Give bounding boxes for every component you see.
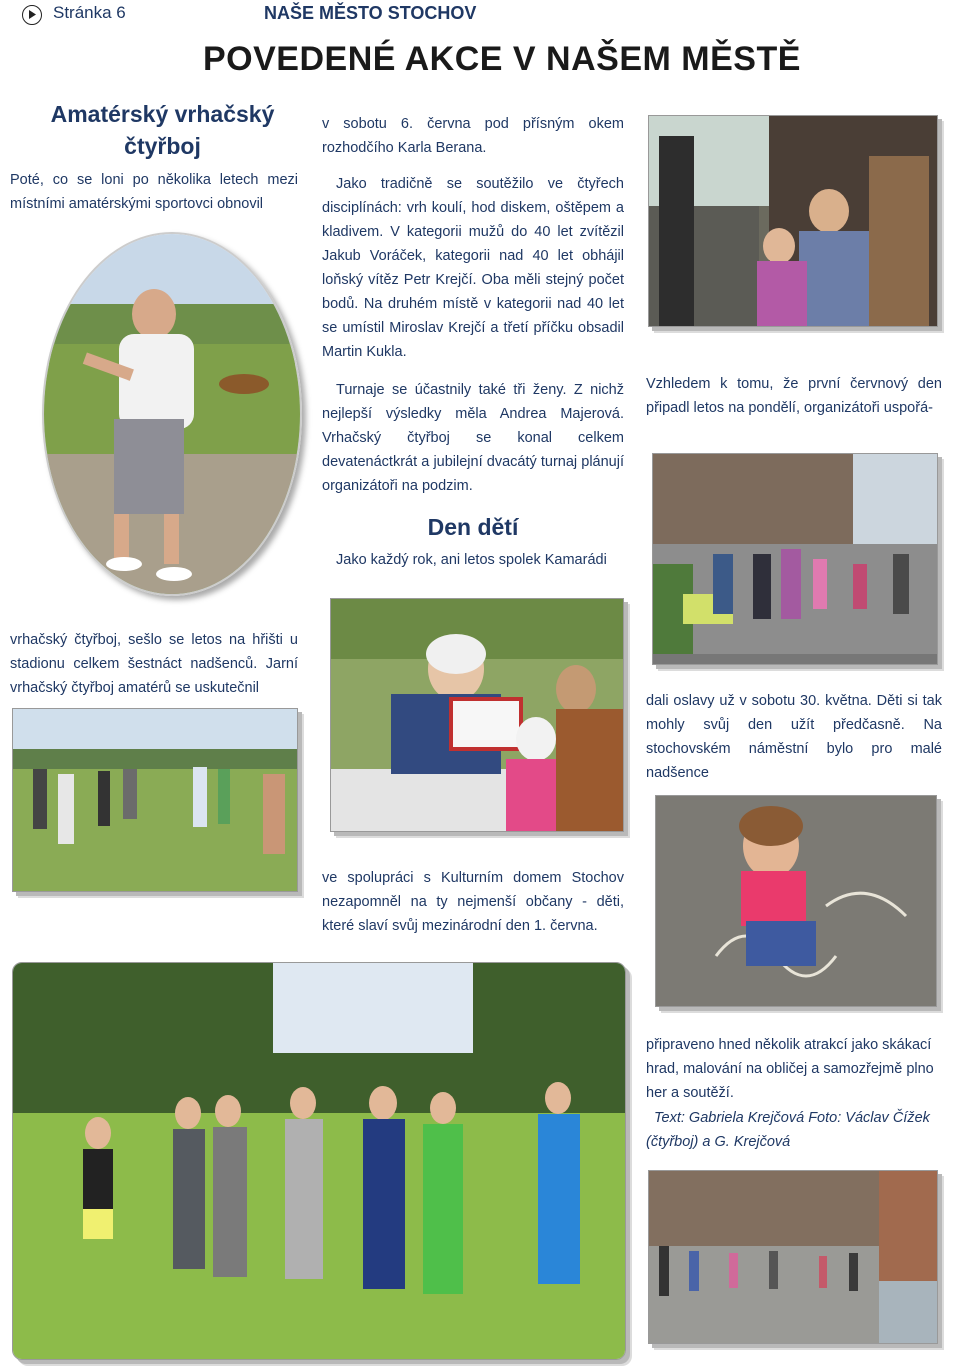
article2-heading: Den dětí — [427, 514, 519, 540]
article1-continued: vrhačský čtyřboj, sešlo se letos na hřišti u stadionu celkem šestnáct nadšenců. Jarní vrhačský čtyřboj amatérů se uskutečnil — [10, 632, 298, 696]
article2-p2: ve spolupráci s Kulturním domem Stochov nezapomněl na ty nejmenší občany - děti, které slaví svůj mezinárodní den 1. června. — [322, 870, 624, 934]
credits: Text: Gabriela Krejčová Foto: Václav Čížek (čtyřboj) a G. Krejčová — [646, 1110, 930, 1150]
article2-p1: Jako každý rok, ani letos spolek Kamarádi — [336, 552, 607, 568]
article1-col2-p3: Turnaje se účastnily také tři ženy. Z nichž nejlepší výsledky měla Andrea Majerová. Vrhačský čtyřboj se konal celkem devatenáctkrát a jubilejní dvacátý turnaj plánují organizátoři na podzim. — [322, 382, 624, 494]
field-group-photo — [12, 708, 298, 892]
town-square-photo — [648, 1170, 938, 1344]
page-title: POVEDENÉ AKCE V NAŠEM MĚSTĚ — [203, 40, 801, 78]
article2-col3-p2: dali oslavy už v sobotu 30. května. Děti si tak mohly svůj den užít předčasně. Na stochovském náměstní bylo pro malé nadšence — [646, 693, 942, 781]
article2-col3-p3: připraveno hned několik atrakcí jako skákací hrad, malování na obličej a samozřejmě plno her a soutěží. — [646, 1037, 934, 1101]
face-painting-photo — [648, 115, 938, 327]
article2-col3-p1: Vzhledem k tomu, že první červnový den připadl letos na pondělí, organizátoři uspořá- — [646, 376, 942, 416]
article1-col2-p2: Jako tradičně se soutěžilo ve čtyřech disciplínách: vrh koulí, hod diskem, oštěpem a kladivem. V kategorii mužů do 40 let zvítězil Jakub Voráček, kategorii nad 40 let obhájil loňský vítěz Petr Krejčí. Oba měli stejný počet bodů. Na druhém místě v kategorii nad 40 let se umístil Miroslav Krejčí a třetí příčku obsadil Martin Kukla. — [322, 176, 624, 360]
contestants-group-photo — [12, 962, 626, 1360]
registration-table-photo — [330, 598, 624, 832]
article1-col2-p1: v sobotu 6. června pod přísným okem rozhodčího Karla Berana. — [322, 116, 624, 156]
page-label: Stránka 6 — [53, 3, 126, 22]
discus-thrower-photo — [42, 232, 302, 596]
article1-heading-line2: čtyřboj — [124, 133, 201, 159]
article1-intro: Poté, co se loni po několika letech mezi místními amatérskými sportovci obnovil — [10, 172, 298, 212]
page-number-icon — [22, 5, 42, 25]
article1-heading — [40, 98, 285, 162]
square-children-photo — [652, 453, 938, 665]
magazine-name: NAŠE MĚSTO STOCHOV — [264, 3, 477, 23]
article1-heading-line1: Amatérský vrhačský — [50, 101, 275, 127]
chalk-drawing-girl-photo — [655, 795, 937, 1007]
